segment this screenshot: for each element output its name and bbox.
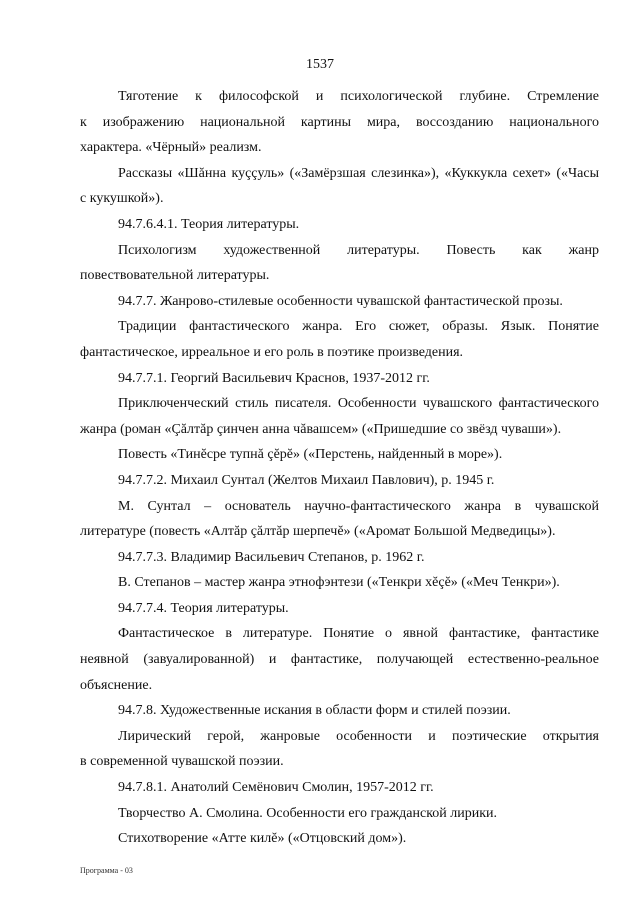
- text-line: Приключенческий стиль писателя. Особенности чувашского фантастического: [118, 396, 599, 412]
- text-line: объяснение.: [80, 677, 153, 693]
- text-line: Повесть «Тинĕсре тупнă çĕрĕ» («Перстень, найденный в море»).: [118, 447, 503, 463]
- section-heading: 94.7.7.2. Михаил Сунтал (Желтов Михаил Павлович), р. 1945 г.: [118, 472, 495, 488]
- text-line: Фантастическое в литературе. Понятие о явной фантастике, фантастике: [118, 626, 599, 642]
- section-heading: 94.7.6.4.1. Теория литературы.: [118, 216, 300, 232]
- text-line: к изображению национальной картины мира, воссозданию национального: [80, 114, 599, 130]
- text-line: характера. «Чёрный» реализм.: [80, 140, 262, 156]
- text-line: М. Сунтал – основатель научно-фантастического жанра в чувашской: [118, 498, 599, 514]
- text-line: Рассказы «Шăнна куççуль» («Замёрзшая слезинка»), «Куккукла сехет» («Часы: [118, 165, 599, 181]
- text-line: Лирический герой, жанровые особенности и поэтические открытия: [118, 728, 599, 744]
- text-line: Психологизм художественной литературы. Повесть как жанр: [118, 242, 599, 258]
- text-line: литературе (повесть «Алтăр çăлтăр шерпечĕ» («Аромат Большой Медведицы»).: [80, 524, 556, 540]
- section-heading: 94.7.7.3. Владимир Васильевич Степанов, р. 1962 г.: [118, 549, 425, 565]
- text-line: В. Степанов – мастер жанра этнофэнтези («Тенкри хĕçĕ» («Меч Тенкри»).: [118, 575, 560, 591]
- text-line: повествовательной литературы.: [80, 268, 270, 284]
- page-number: 1537: [306, 57, 334, 72]
- text-line: Стихотворение «Атте килĕ» («Отцовский дом»).: [118, 831, 407, 847]
- section-heading: 94.7.8. Художественные искания в области форм и стилей поэзии.: [118, 703, 511, 719]
- text-line: Традиции фантастического жанра. Его сюжет, образы. Язык. Понятие: [118, 319, 599, 335]
- text-line: в современной чувашской поэзии.: [80, 754, 284, 770]
- section-heading: 94.7.7. Жанрово-стилевые особенности чувашской фантастической прозы.: [118, 293, 563, 309]
- text-line: Тяготение к философской и психологической глубине. Стремление: [118, 89, 599, 104]
- text-line: фантастическое, ирреальное и его роль в поэтике произведения.: [80, 344, 464, 360]
- text-line: Творчество А. Смолина. Особенности его гражданской лирики.: [118, 805, 498, 821]
- page-footer: Программа - 03: [80, 866, 133, 875]
- text-line: неявной (завуалированной) и фантастике, получающей естественно-реальное: [80, 652, 599, 668]
- section-heading: 94.7.7.4. Теория литературы.: [118, 600, 289, 616]
- document-body: [80, 84, 599, 852]
- text-line: жанра (роман «Çăлтăр çинчен анна чăвашсем» («Пришедшие со звёзд чуваши»).: [80, 421, 562, 437]
- text-line: с кукушкой»).: [80, 191, 164, 207]
- section-heading: 94.7.8.1. Анатолий Семёнович Смолин, 1957-2012 гг.: [118, 780, 434, 796]
- section-heading: 94.7.7.1. Георгий Васильевич Краснов, 1937-2012 гг.: [118, 370, 430, 386]
